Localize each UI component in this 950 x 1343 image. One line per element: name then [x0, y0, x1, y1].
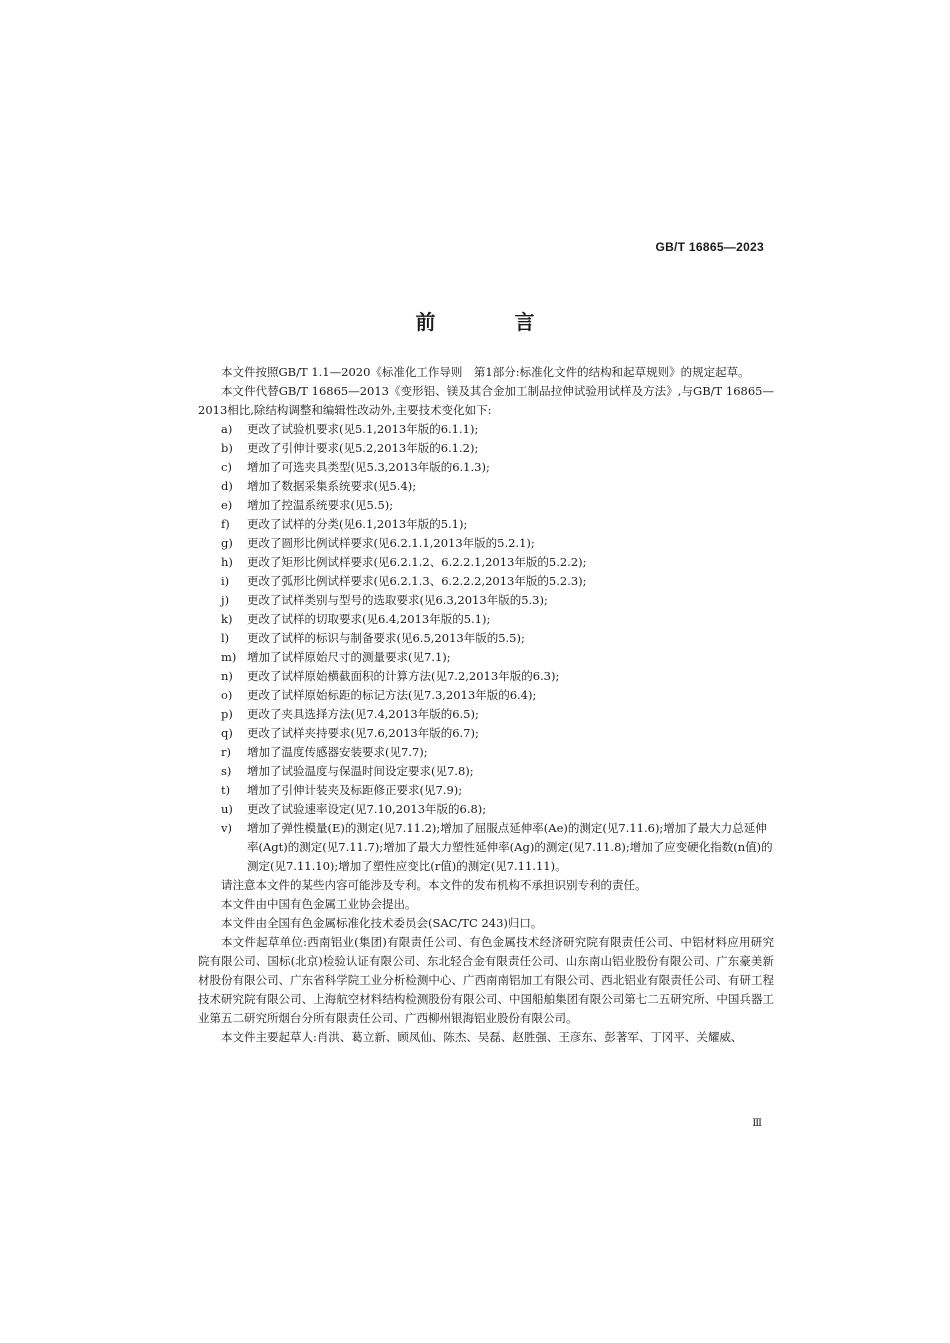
list-item-text: 更改了试样夹持要求(见7.6,2013年版的6.7); — [247, 726, 479, 740]
list-item — [198, 686, 774, 705]
list-item — [198, 572, 774, 591]
paragraph-basis: 本文件按照GB/T 1.1—2020《标准化工作导则 第1部分:标准化文件的结构和起草规则》的规定起草。 — [221, 365, 750, 379]
list-item-label: i) — [221, 574, 230, 588]
list-item-text: 更改了矩形比例试样要求(见6.2.1.2、6.2.2.1,2013年版的5.2.2); — [247, 555, 587, 569]
list-item-label: a) — [221, 422, 233, 436]
document-body — [198, 363, 774, 1047]
list-item — [198, 553, 774, 572]
list-item-text: 更改了引伸计要求(见5.2,2013年版的6.1.2); — [247, 441, 479, 455]
list-item-label: u) — [221, 802, 233, 816]
list-item-label: p) — [221, 707, 233, 721]
list-item-label: o) — [221, 688, 233, 702]
list-item-text: 更改了试验速率设定(见7.10,2013年版的6.8); — [247, 802, 487, 816]
list-item-text: 增加了试验温度与保温时间设定要求(见7.8); — [247, 764, 474, 778]
list-item-text: 增加了弹性模量(E)的测定(见7.11.2);增加了屈服点延伸率(Ae)的测定(见7.11.6);增加了最大力总延伸率(Agt)的测定(见7.11.7);增加了最大力塑性延伸率(Ag)的测定(见7.11.8);增加了应变硬化指数(n值)的测定(见7.11.10);增加了塑性应变比(r值)的测定(见7.11.11)。 — [247, 821, 773, 873]
list-item-text: 增加了数据采集系统要求(见5.4); — [247, 479, 417, 493]
list-item-label: s) — [221, 764, 232, 778]
list-item-text: 更改了试样的切取要求(见6.4,2013年版的5.1); — [247, 612, 491, 626]
list-item-label: r) — [221, 745, 231, 759]
list-item — [198, 458, 774, 477]
paragraph-proposer: 本文件由中国有色金属工业协会提出。 — [221, 897, 417, 911]
list-item-label: h) — [221, 555, 233, 569]
list-item-label: m) — [221, 650, 237, 664]
list-item-label: k) — [221, 612, 233, 626]
list-item-label: t) — [221, 783, 231, 797]
list-item — [198, 591, 774, 610]
list-item-text: 增加了温度传感器安装要求(见7.7); — [247, 745, 428, 759]
list-item-label: l) — [221, 631, 230, 645]
list-item — [198, 515, 774, 534]
list-item-label: n) — [221, 669, 233, 683]
list-item-text: 增加了试样原始尺寸的测量要求(见7.1); — [247, 650, 451, 664]
list-item — [198, 724, 774, 743]
list-item-label: j) — [221, 593, 230, 607]
list-item — [198, 800, 774, 819]
list-item-text: 更改了试样的分类(见6.1,2013年版的5.1); — [247, 517, 468, 531]
list-item — [198, 781, 774, 800]
list-item-text: 更改了试样的标识与制备要求(见6.5,2013年版的5.5); — [247, 631, 525, 645]
list-item-text: 更改了弧形比例试样要求(见6.2.1.3、6.2.2.2,2013年版的5.2.3); — [247, 574, 587, 588]
list-item — [198, 819, 774, 876]
list-item — [198, 420, 774, 439]
list-item-text: 更改了圆形比例试样要求(见6.2.1.1,2013年版的5.2.1); — [247, 536, 535, 550]
list-item-label: q) — [221, 726, 233, 740]
list-item-text: 更改了夹具选择方法(见7.4,2013年版的6.5); — [247, 707, 479, 721]
list-item-text: 更改了试样原始横截面积的计算方法(见7.2,2013年版的6.3); — [247, 669, 560, 683]
list-item — [198, 439, 774, 458]
standard-code: GB/T 16865—2023 — [655, 240, 764, 254]
list-item-text: 更改了试样类别与型号的选取要求(见6.3,2013年版的5.3); — [247, 593, 548, 607]
list-item — [198, 496, 774, 515]
paragraph-replaces: 本文件代替GB/T 16865—2013《变形铝、镁及其合金加工制品拉伸试验用试样及方法》,与GB/T 16865—2013相比,除结构调整和编辑性改动外,主要技术变化如下: — [198, 384, 774, 417]
list-item — [198, 648, 774, 667]
list-item — [198, 743, 774, 762]
list-item-text: 增加了可选夹具类型(见5.3,2013年版的6.1.3); — [247, 460, 490, 474]
list-item — [198, 629, 774, 648]
list-item-label: v) — [221, 821, 232, 835]
paragraph-drafting-units: 本文件起草单位:西南铝业(集团)有限责任公司、有色金属技术经济研究院有限责任公司、中铝材料应用研究院有限公司、国标(北京)检验认证有限公司、东北轻合金有限责任公司、山东南山铝业股份有限公司、广东豪美新材股份有限公司、广东省科学院工业分析检测中心、广西南南铝加工有限公司、西北铝业有限责任公司、有研工程技术研究院有限公司、上海航空材料结构检测股份有限公司、中国船舶集团有限公司第七二五研究所、中国兵器工业第五二研究所烟台分所有限责任公司、广西柳州银海铝业股份有限公司。 — [198, 935, 774, 1025]
page-number: Ⅲ — [752, 1118, 762, 1129]
list-item-text: 增加了引伸计装夹及标距修正要求(见7.9); — [247, 783, 463, 797]
list-item-text: 增加了控温系统要求(见5.5); — [247, 498, 394, 512]
list-item-text: 更改了试样原始标距的标记方法(见7.3,2013年版的6.4); — [247, 688, 537, 702]
paragraph-committee: 本文件由全国有色金属标准化技术委员会(SAC/TC 243)归口。 — [221, 916, 543, 930]
list-item-label: e) — [221, 498, 233, 512]
list-item — [198, 610, 774, 629]
list-item-text: 更改了试验机要求(见5.1,2013年版的6.1.1); — [247, 422, 479, 436]
list-item-label: g) — [221, 536, 233, 550]
list-item — [198, 762, 774, 781]
paragraph-drafters: 本文件主要起草人:肖洪、葛立新、顾凤仙、陈杰、吴磊、赵胜强、王彦东、彭著军、丁冈平、关耀威、 — [221, 1030, 743, 1044]
list-item-label: f) — [221, 517, 230, 531]
list-item — [198, 534, 774, 553]
page-title: 前 言 — [415, 310, 571, 334]
list-item — [198, 477, 774, 496]
list-item-label: b) — [221, 441, 233, 455]
list-item-label: d) — [221, 479, 233, 493]
list-item-label: c) — [221, 460, 232, 474]
paragraph-patent: 请注意本文件的某些内容可能涉及专利。本文件的发布机构不承担识别专利的责任。 — [221, 878, 647, 892]
change-list — [198, 420, 774, 876]
list-item — [198, 705, 774, 724]
list-item — [198, 667, 774, 686]
